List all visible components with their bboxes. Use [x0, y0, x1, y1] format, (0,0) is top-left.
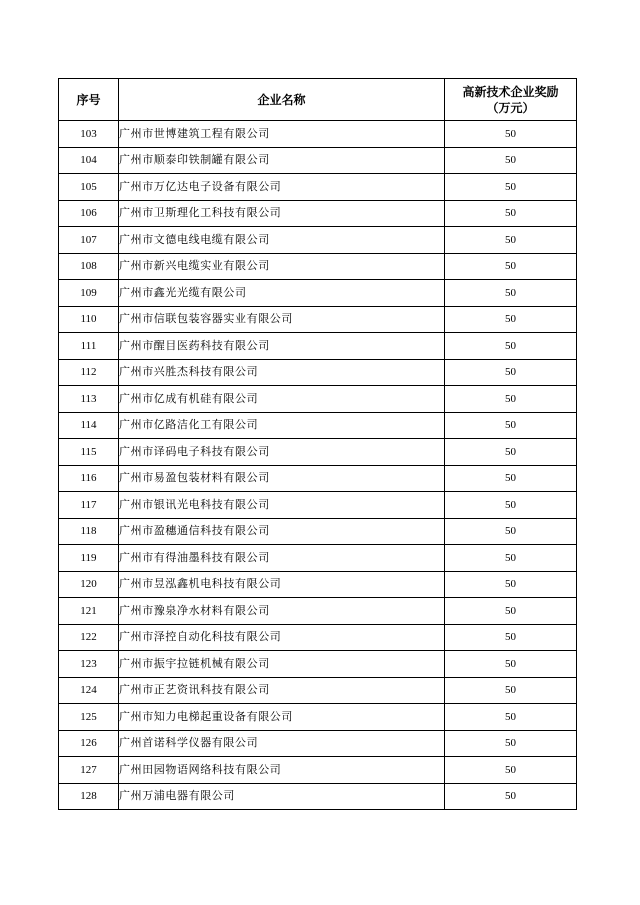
table-row: [59, 306, 577, 333]
serial-number-cell: 124: [59, 677, 119, 704]
serial-number-cell: 118: [59, 518, 119, 545]
award-amount-cell: 50: [445, 121, 577, 148]
company-name-cell: 广州万浦电器有限公司: [119, 783, 445, 810]
award-amount-cell: 50: [445, 704, 577, 731]
serial-number-cell: 112: [59, 359, 119, 386]
table-row: [59, 465, 577, 492]
header-award-amount-unit: （万元）: [486, 100, 535, 115]
table-row: [59, 386, 577, 413]
company-name-cell: 广州市盈穗通信科技有限公司: [119, 518, 445, 545]
award-amount-cell: 50: [445, 492, 577, 519]
company-name-cell: 广州市兴胜杰科技有限公司: [119, 359, 445, 386]
company-name-cell: 广州市有得油墨科技有限公司: [119, 545, 445, 572]
table-row: [59, 704, 577, 731]
company-name-cell: 广州市银讯光电科技有限公司: [119, 492, 445, 519]
table-row: [59, 571, 577, 598]
serial-number-cell: 111: [59, 333, 119, 360]
table-row: [59, 174, 577, 201]
serial-number-cell: 106: [59, 200, 119, 227]
serial-number-cell: 126: [59, 730, 119, 757]
serial-number-cell: 105: [59, 174, 119, 201]
award-amount-cell: 50: [445, 465, 577, 492]
company-name-cell: 广州市易盈包装材料有限公司: [119, 465, 445, 492]
award-amount-cell: 50: [445, 412, 577, 439]
header-company-name: 企业名称: [119, 79, 445, 121]
serial-number-cell: 127: [59, 757, 119, 784]
company-name-cell: 广州市世博建筑工程有限公司: [119, 121, 445, 148]
table-row: [59, 783, 577, 810]
table-row: [59, 227, 577, 254]
company-name-cell: 广州田园物语网络科技有限公司: [119, 757, 445, 784]
table-row: [59, 730, 577, 757]
award-amount-cell: 50: [445, 174, 577, 201]
serial-number-cell: 103: [59, 121, 119, 148]
award-amount-cell: 50: [445, 783, 577, 810]
table-row: [59, 677, 577, 704]
table-row: [59, 492, 577, 519]
table-row: [59, 359, 577, 386]
company-name-cell: 广州市振宇拉链机械有限公司: [119, 651, 445, 678]
company-name-cell: 广州市文德电线电缆有限公司: [119, 227, 445, 254]
serial-number-cell: 123: [59, 651, 119, 678]
award-amount-cell: 50: [445, 253, 577, 280]
serial-number-cell: 117: [59, 492, 119, 519]
serial-number-cell: 121: [59, 598, 119, 625]
table-header: [59, 79, 577, 121]
company-name-cell: 广州市醒目医药科技有限公司: [119, 333, 445, 360]
table-row: [59, 280, 577, 307]
table-row: [59, 624, 577, 651]
company-name-cell: 广州市正艺资讯科技有限公司: [119, 677, 445, 704]
company-name-cell: 广州首诺科学仪器有限公司: [119, 730, 445, 757]
table-row: [59, 200, 577, 227]
company-name-cell: 广州市豫泉净水材料有限公司: [119, 598, 445, 625]
header-award-amount: [445, 79, 577, 121]
serial-number-cell: 113: [59, 386, 119, 413]
award-amount-cell: 50: [445, 651, 577, 678]
table-row: [59, 121, 577, 148]
table-row: [59, 545, 577, 572]
award-table: [58, 78, 577, 810]
award-amount-cell: 50: [445, 306, 577, 333]
award-amount-cell: 50: [445, 227, 577, 254]
company-name-cell: 广州市译码电子科技有限公司: [119, 439, 445, 466]
table-row: [59, 439, 577, 466]
company-name-cell: 广州市新兴电缆实业有限公司: [119, 253, 445, 280]
company-name-cell: 广州市顺泰印铁制罐有限公司: [119, 147, 445, 174]
serial-number-cell: 119: [59, 545, 119, 572]
company-name-cell: 广州市信联包装容器实业有限公司: [119, 306, 445, 333]
award-amount-cell: 50: [445, 518, 577, 545]
serial-number-cell: 109: [59, 280, 119, 307]
award-amount-cell: 50: [445, 730, 577, 757]
company-name-cell: 广州市昱泓鑫机电科技有限公司: [119, 571, 445, 598]
serial-number-cell: 110: [59, 306, 119, 333]
header-serial-number: 序号: [59, 79, 119, 121]
award-amount-cell: 50: [445, 545, 577, 572]
serial-number-cell: 114: [59, 412, 119, 439]
company-name-cell: 广州市卫斯理化工科技有限公司: [119, 200, 445, 227]
serial-number-cell: 122: [59, 624, 119, 651]
serial-number-cell: 128: [59, 783, 119, 810]
table-row: [59, 757, 577, 784]
company-name-cell: 广州市亿成有机硅有限公司: [119, 386, 445, 413]
award-amount-cell: 50: [445, 439, 577, 466]
header-award-amount-title: 高新技术企业奖励: [462, 84, 559, 99]
award-amount-cell: 50: [445, 677, 577, 704]
table-row: [59, 598, 577, 625]
table-row: [59, 253, 577, 280]
company-name-cell: 广州市泽控自动化科技有限公司: [119, 624, 445, 651]
table-body: [59, 121, 577, 810]
award-amount-cell: 50: [445, 333, 577, 360]
table-row: [59, 518, 577, 545]
table-row: [59, 333, 577, 360]
table-row: [59, 147, 577, 174]
serial-number-cell: 108: [59, 253, 119, 280]
award-amount-cell: 50: [445, 200, 577, 227]
company-name-cell: 广州市鑫光光缆有限公司: [119, 280, 445, 307]
company-name-cell: 广州市知力电梯起重设备有限公司: [119, 704, 445, 731]
serial-number-cell: 104: [59, 147, 119, 174]
serial-number-cell: 107: [59, 227, 119, 254]
award-amount-cell: 50: [445, 624, 577, 651]
table-row: [59, 651, 577, 678]
header-row: [59, 79, 577, 121]
serial-number-cell: 125: [59, 704, 119, 731]
award-amount-cell: 50: [445, 757, 577, 784]
serial-number-cell: 116: [59, 465, 119, 492]
award-amount-cell: 50: [445, 359, 577, 386]
award-amount-cell: 50: [445, 598, 577, 625]
table-row: [59, 412, 577, 439]
company-name-cell: 广州市万亿达电子设备有限公司: [119, 174, 445, 201]
award-amount-cell: 50: [445, 386, 577, 413]
serial-number-cell: 115: [59, 439, 119, 466]
award-amount-cell: 50: [445, 571, 577, 598]
award-amount-cell: 50: [445, 147, 577, 174]
award-amount-cell: 50: [445, 280, 577, 307]
company-name-cell: 广州市亿路洁化工有限公司: [119, 412, 445, 439]
serial-number-cell: 120: [59, 571, 119, 598]
